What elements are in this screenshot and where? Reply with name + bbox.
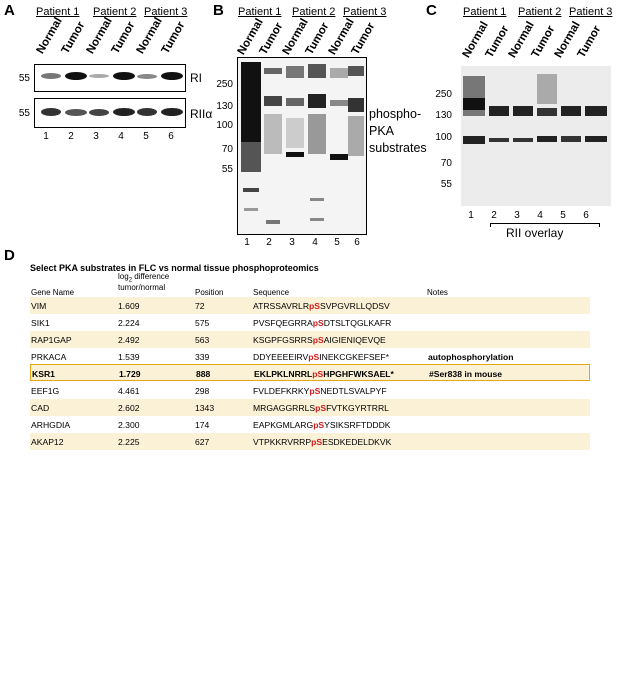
panel-c-patient-1: Patient 1 — [463, 6, 507, 18]
panel-c-lane-label: Normal — [460, 19, 491, 60]
panel-a-ri-blot — [34, 64, 186, 92]
panel-b-lane-label: Normal — [280, 16, 311, 57]
table-row — [30, 297, 590, 314]
table-row-highlighted — [30, 364, 590, 381]
panel-c-lane-number: 1 — [468, 210, 474, 221]
column-header-gene: Gene Name — [31, 288, 75, 297]
panel-c-lane-label: Normal — [506, 19, 537, 60]
notes-cell: autophosphorylation — [428, 352, 514, 362]
diff-cell: 1.729 — [119, 369, 141, 379]
gene-cell: CAD — [31, 403, 50, 413]
panel-b-patient-2: Patient 2 — [292, 6, 336, 18]
panel-c-mw-250: 250 — [435, 89, 452, 100]
panel-b-blot-bands — [238, 58, 366, 234]
sequence-cell: EAPKGMLARGpSYSIKSRFTDDDK — [253, 420, 391, 430]
diff-cell: 1.539 — [118, 352, 140, 362]
position-cell: 339 — [195, 352, 210, 362]
panel-a-lane-number: 6 — [168, 131, 174, 142]
panel-b-lane-label: Tumor — [303, 20, 332, 58]
gene-cell: KSR1 — [32, 369, 55, 379]
table-row — [30, 348, 590, 365]
table-row — [30, 433, 590, 450]
panel-b-letter: B — [213, 2, 224, 19]
panel-a-patient-1: Patient 1 — [36, 6, 80, 18]
column-header-diff: $\log_2$ difference — [118, 272, 170, 284]
panel-a-lane-label: Normal — [134, 15, 165, 57]
gene-cell: AKAP12 — [31, 437, 64, 447]
panel-d-letter: D — [4, 247, 15, 264]
panel-b-phospho-blot — [237, 57, 367, 235]
panel-b-mw-130: 130 — [216, 101, 233, 112]
column-header-sequence: Sequence — [253, 288, 290, 297]
table-row — [30, 399, 590, 416]
panel-a-lane-number: 1 — [43, 131, 49, 142]
panel-c-lane-number: 4 — [537, 210, 543, 221]
panel-c-lane-number: 6 — [583, 210, 589, 221]
diff-cell: 4.461 — [118, 386, 140, 396]
panel-b-patient-1: Patient 1 — [238, 6, 282, 18]
sequence-cell: VTPKKRVRRPpSESDKEDELDKVK — [253, 437, 392, 447]
position-cell: 563 — [195, 335, 210, 345]
sequence-cell: FVLDEFKRKYpSNEDTLSVALPYF — [253, 386, 387, 396]
panel-c-lane-label: Normal — [552, 19, 583, 60]
sequence-cell: ATRSSAVRLRpSSVPGVRLLQDSV — [253, 301, 390, 311]
position-cell: 298 — [195, 386, 210, 396]
panel-a-lane-label: Normal — [34, 15, 65, 57]
panel-a-patient-2: Patient 2 — [93, 6, 137, 18]
diff-cell: 1.609 — [118, 301, 140, 311]
diff-cell: 2.602 — [118, 403, 140, 413]
panel-c-blot-bands — [461, 66, 611, 206]
panel-b-mw-55: 55 — [221, 164, 233, 175]
notes-cell: #Ser838 in mouse — [429, 369, 503, 379]
panel-a-riia-blot — [34, 98, 186, 128]
position-cell: 174 — [195, 420, 210, 430]
sequence-cell: MRGAGGRRLSpSFVTKGYRTRRL — [253, 403, 389, 413]
panel-b-lane-label: Normal — [326, 16, 357, 57]
panel-b-lane-number: 6 — [354, 237, 360, 248]
panel-a-riia-label: RIIα — [190, 107, 213, 121]
panel-c-mw-100: 100 — [435, 132, 452, 143]
panel-c-overlay-blot — [461, 66, 611, 206]
gene-cell: VIM — [31, 301, 47, 311]
column-header-notes: Notes — [427, 288, 448, 297]
panel-a-mw-ri: 55 — [18, 73, 30, 84]
table-row — [30, 314, 590, 331]
panel-c-lane-number: 2 — [491, 210, 497, 221]
position-cell: 1343 — [195, 403, 215, 413]
panel-c-mw-70: 70 — [440, 158, 452, 169]
panel-c-patient-2: Patient 2 — [518, 6, 562, 18]
panel-a-lane-number: 5 — [143, 131, 149, 142]
panel-b-side-label-3: substrates — [369, 141, 427, 155]
panel-b-patient-3: Patient 3 — [343, 6, 387, 18]
panel-c-lane-number: 5 — [560, 210, 566, 221]
diff-cell: 2.225 — [118, 437, 140, 447]
panel-a-lane-number: 2 — [68, 131, 74, 142]
panel-a-patient-3: Patient 3 — [144, 6, 188, 18]
panel-b-lane-label: Tumor — [349, 20, 378, 58]
table-row — [30, 331, 590, 348]
panel-c-lane-number: 3 — [514, 210, 520, 221]
panel-b-lane-label: Tumor — [257, 20, 286, 58]
column-header-position: Position — [195, 288, 224, 297]
panel-c-lane-label: Tumor — [483, 23, 512, 61]
sequence-cell: DDYEEEEIRVpSINEKCGKEFSEF* — [253, 352, 389, 362]
position-cell: 888 — [196, 369, 211, 379]
panel-c-bracket-label: RII overlay — [506, 226, 564, 240]
diff-cell: 2.300 — [118, 420, 140, 430]
diff-cell: 2.492 — [118, 335, 140, 345]
panel-c-bracket-tick — [599, 223, 600, 227]
table-title: Select PKA substrates in FLC vs normal tissue phosphoproteomics — [30, 263, 319, 273]
diff-cell: 2.224 — [118, 318, 140, 328]
panel-c-lane-label: Tumor — [575, 23, 604, 61]
panel-b-lane-number: 2 — [266, 237, 272, 248]
panel-c-lane-label: Tumor — [529, 23, 558, 61]
sequence-cell: KSGPFGSRRSpSAIGIENIQEVQE — [253, 335, 386, 345]
panel-c-mw-130: 130 — [435, 110, 452, 121]
panel-c-letter: C — [426, 2, 437, 19]
panel-a-mw-rii: 55 — [18, 108, 30, 119]
panel-a-lane-label: Normal — [84, 15, 115, 57]
column-header-diff-line2: tumor/normal — [118, 283, 166, 292]
panel-b-lane-label: Normal — [235, 16, 266, 57]
table-row — [30, 382, 590, 399]
panel-a-lane-label: Tumor — [159, 19, 188, 57]
panel-b-mw-100: 100 — [216, 120, 233, 131]
panel-b-side-label-1: phospho- — [369, 107, 422, 121]
panel-a-lane-number: 4 — [118, 131, 124, 142]
panel-c-bracket-tick — [490, 223, 491, 227]
panel-a-lane-number: 3 — [93, 131, 99, 142]
panel-c-bracket-line — [490, 223, 600, 224]
panel-b-lane-number: 5 — [334, 237, 340, 248]
panel-b-lane-number: 1 — [244, 237, 250, 248]
panel-b-lane-number: 4 — [312, 237, 318, 248]
panel-b-mw-250: 250 — [216, 79, 233, 90]
gene-cell: SIK1 — [31, 318, 50, 328]
panel-b-side-label-2: PKA — [369, 124, 395, 138]
panel-a-letter: A — [4, 2, 15, 19]
position-cell: 627 — [195, 437, 210, 447]
panel-a-lane-label: Tumor — [109, 19, 138, 57]
panel-b-lane-number: 3 — [289, 237, 295, 248]
position-cell: 72 — [195, 301, 205, 311]
panel-c-patient-3: Patient 3 — [569, 6, 613, 18]
panel-a-lane-label: Tumor — [59, 19, 88, 57]
sequence-cell: EKLPKLNRRLpSHPGHFWKSAEL* — [254, 369, 394, 379]
table-row — [30, 416, 590, 433]
panel-a-ri-label: RI — [190, 71, 202, 85]
gene-cell: ARHGDIA — [31, 420, 71, 430]
sequence-cell: PVSFQEGRRApSDTSLTQGLKAFR — [253, 318, 392, 328]
panel-b-mw-70: 70 — [221, 144, 233, 155]
gene-cell: RAP1GAP — [31, 335, 72, 345]
position-cell: 575 — [195, 318, 210, 328]
gene-cell: EEF1G — [31, 386, 60, 396]
gene-cell: PRKACA — [31, 352, 67, 362]
panel-c-mw-55: 55 — [440, 179, 452, 190]
